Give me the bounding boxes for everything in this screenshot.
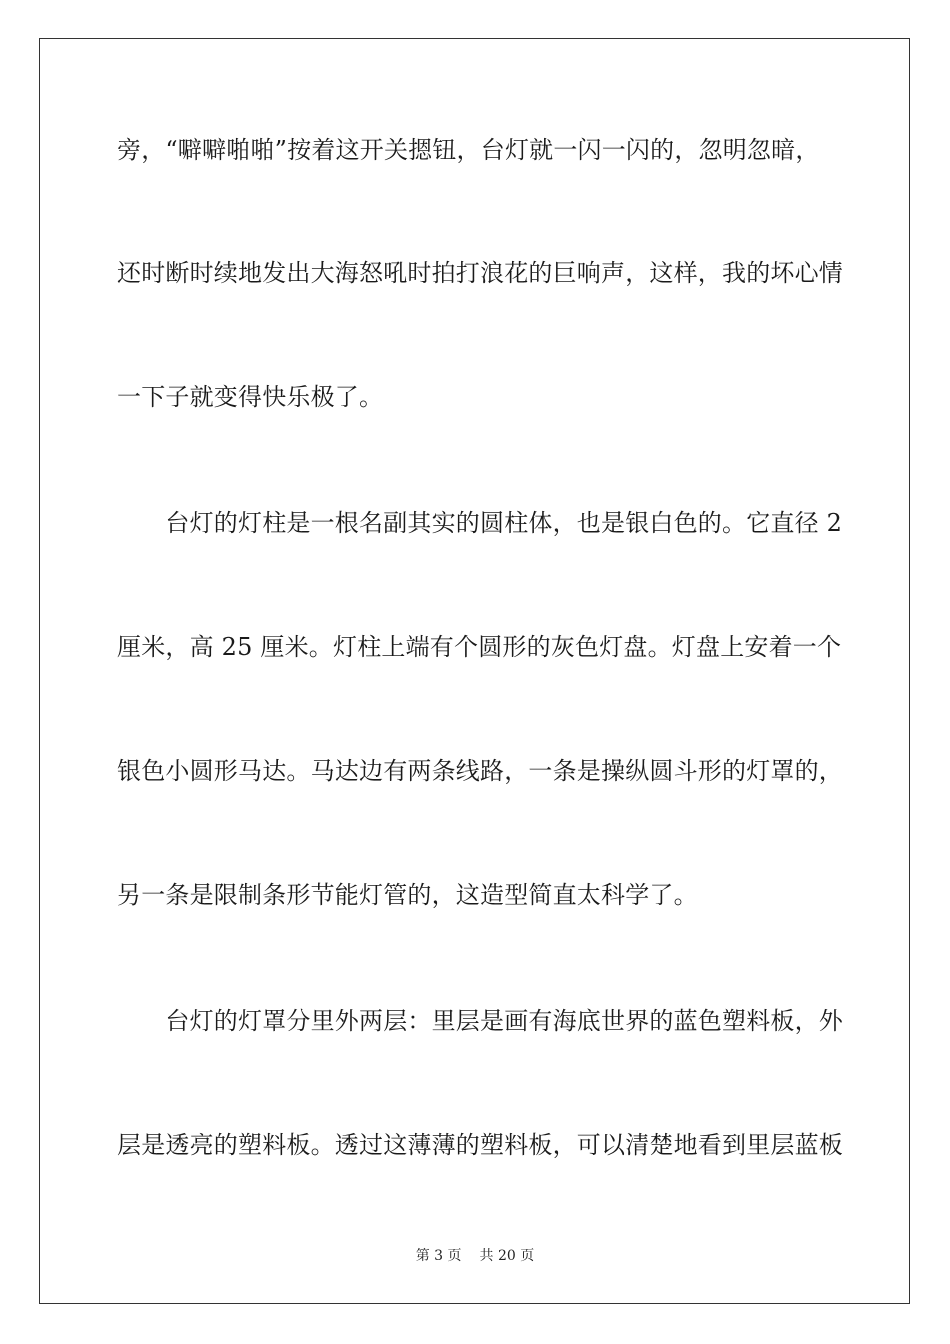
- text-line-5: 厘米，高 25 厘米。灯柱上端有个圆形的灰色灯盘。灯盘上安着一个: [117, 633, 842, 661]
- text-line-1: 旁，“噼噼啪啪”按着这开关摁钮，台灯就一闪一闪的，忽明忽暗，: [117, 136, 820, 164]
- text-line-3: 一下子就变得快乐极了。: [117, 383, 384, 411]
- page-number: 第 3 页: [415, 1248, 462, 1264]
- page-border: [39, 38, 910, 1304]
- text-line-9: 层是透亮的塑料板。透过这薄薄的塑料板，可以清楚地看到里层蓝板: [117, 1131, 843, 1159]
- text-line-2: 还时断时续地发出大海怒吼时拍打浪花的巨响声，这样，我的坏心情: [117, 259, 843, 287]
- text-line-7: 另一条是限制条形节能灯管的，这造型简直太科学了。: [117, 881, 698, 909]
- page-footer: [0, 1246, 950, 1266]
- page-total: 共 20 页: [479, 1248, 535, 1264]
- text-line-6: 银色小圆形马达。马达边有两条线路，一条是操纵圆斗形的灯罩的，: [117, 757, 843, 785]
- text-line-4: 台灯的灯柱是一根名副其实的圆柱体，也是银白色的。它直径 2: [117, 509, 843, 537]
- text-line-8: 台灯的灯罩分里外两层：里层是画有海底世界的蓝色塑料板，外: [117, 1007, 843, 1035]
